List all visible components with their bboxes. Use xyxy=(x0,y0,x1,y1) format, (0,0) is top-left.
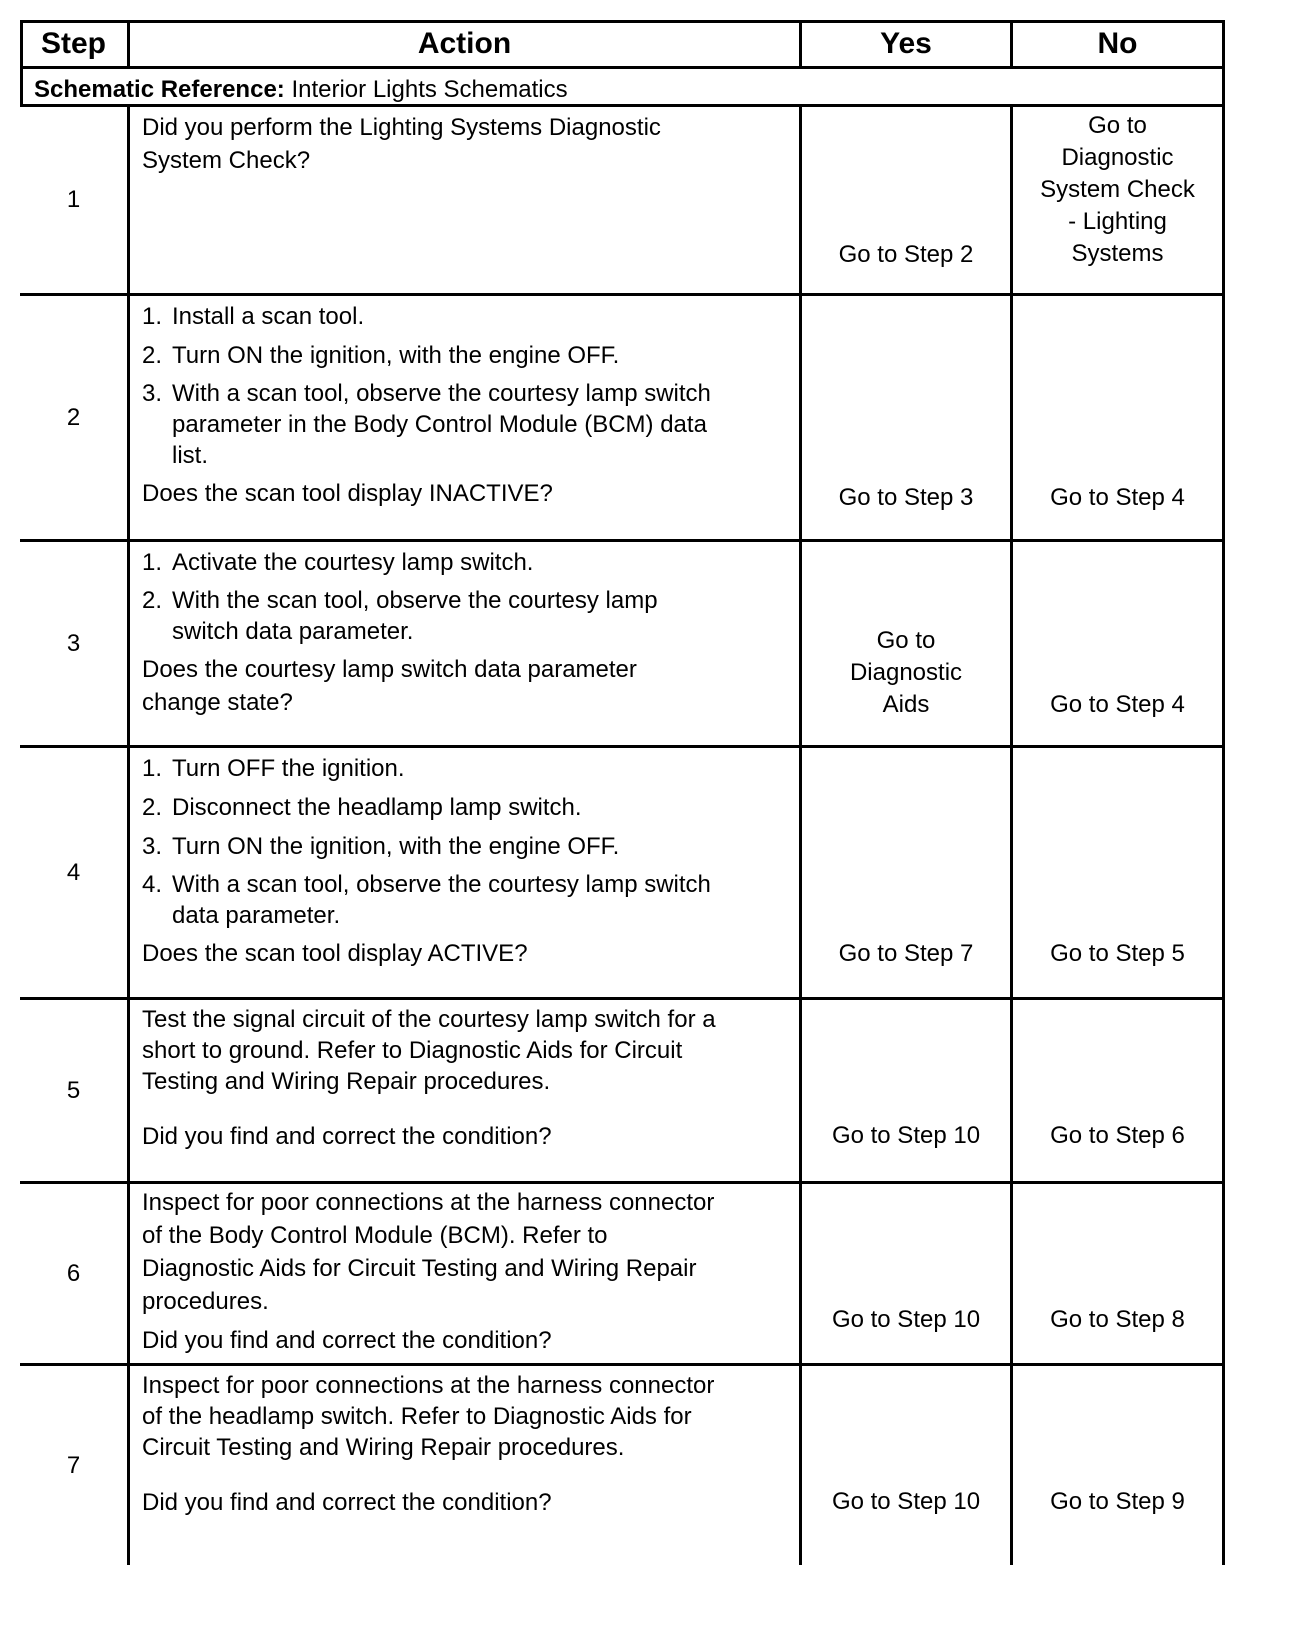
step-number: 1 xyxy=(66,186,81,213)
action-cell xyxy=(142,546,822,719)
action-cell xyxy=(142,1004,822,1152)
schematic-reference-label: Schematic Reference: xyxy=(34,76,285,103)
schematic-reference xyxy=(34,76,568,104)
item-text: With a scan tool, observe the courtesy lamp switch parameter in the Body Control Module (BCM) data list. xyxy=(172,380,711,469)
action-step-item xyxy=(142,830,822,863)
action-step-item xyxy=(142,752,822,785)
header-yes: Yes xyxy=(880,27,932,60)
no-cell: Go to Step 5 xyxy=(1050,940,1185,967)
no-cell: Go to Step 6 xyxy=(1050,1122,1185,1149)
item-number: 1. xyxy=(142,755,163,782)
item-text: Turn OFF the ignition. xyxy=(172,755,405,782)
yes-cell: Go to Step 10 xyxy=(831,1488,981,1515)
item-text: Install a scan tool. xyxy=(172,303,365,330)
yes-cell: Go to Step 10 xyxy=(831,1306,981,1333)
action-cell xyxy=(142,1370,822,1518)
table-row-step-7 xyxy=(20,1366,1262,1565)
item-text: Turn ON the ignition, with the engine OFF. xyxy=(172,833,620,860)
action-cell xyxy=(142,300,822,510)
action-step-item xyxy=(142,300,822,333)
step-number: 6 xyxy=(66,1259,81,1287)
action-cell xyxy=(142,752,822,970)
action-question: Did you perform the Lighting Systems Diagnostic System Check? xyxy=(142,114,661,174)
yes-cell: Go to Diagnostic Aids xyxy=(849,627,963,718)
table-row-step-2 xyxy=(20,296,1262,539)
item-number: 2. xyxy=(142,587,163,614)
action-step-item xyxy=(142,378,822,471)
item-text: Disconnect the headlamp lamp switch. xyxy=(172,794,582,821)
table-row-step-5 xyxy=(20,1000,1262,1181)
table-row-step-1 xyxy=(20,107,1262,293)
no-cell: Go to Diagnostic System Check - Lighting Systems xyxy=(1040,112,1195,267)
diagnostic-table xyxy=(20,20,1262,1612)
no-cell: Go to Step 9 xyxy=(1050,1488,1185,1515)
action-step-item xyxy=(142,869,822,931)
action-cell xyxy=(142,1186,822,1357)
action-question: Does the scan tool display INACTIVE? xyxy=(142,480,553,507)
step-number: 7 xyxy=(66,1451,81,1479)
item-number: 2. xyxy=(142,794,163,821)
action-step-item xyxy=(142,546,822,579)
action-question: Did you find and correct the condition? xyxy=(142,1489,552,1516)
header-step: Step xyxy=(40,27,106,60)
item-number: 1. xyxy=(142,549,163,576)
step-number: 4 xyxy=(66,858,81,886)
action-text: Inspect for poor connections at the harness connector of the headlamp switch. Refer to Diagnostic Aids for Circuit Testing and Wiring Repair procedures. xyxy=(142,1372,715,1461)
table-row-step-4 xyxy=(20,748,1262,997)
item-text: With a scan tool, observe the courtesy lamp switch data parameter. xyxy=(172,871,711,929)
item-number: 3. xyxy=(142,380,163,407)
action-question: Does the courtesy lamp switch data parameter change state? xyxy=(142,656,637,716)
no-cell: Go to Step 8 xyxy=(1050,1306,1185,1333)
yes-cell: Go to Step 3 xyxy=(838,484,974,511)
yes-cell: Go to Step 2 xyxy=(838,241,974,268)
item-text: Activate the courtesy lamp switch. xyxy=(172,549,534,576)
item-number: 1. xyxy=(142,303,163,330)
item-text: With the scan tool, observe the courtesy lamp switch data parameter. xyxy=(172,587,658,645)
item-number: 2. xyxy=(142,342,163,369)
action-step-item xyxy=(142,339,822,372)
action-step-item xyxy=(142,585,822,647)
schematic-reference-value: Interior Lights Schematics xyxy=(291,76,568,103)
yes-cell: Go to Step 10 xyxy=(831,1122,981,1149)
step-number: 2 xyxy=(66,403,81,431)
item-text: Turn ON the ignition, with the engine OFF. xyxy=(172,342,620,369)
action-cell xyxy=(142,111,822,177)
action-step-item xyxy=(142,791,822,824)
table-row-step-3 xyxy=(20,542,1262,745)
header-action: Action xyxy=(417,27,512,60)
action-question: Did you find and correct the condition? xyxy=(142,1327,552,1354)
item-number: 4. xyxy=(142,871,163,898)
step-number: 5 xyxy=(66,1076,81,1104)
yes-cell: Go to Step 7 xyxy=(838,940,974,967)
action-text: Test the signal circuit of the courtesy lamp switch for a short to ground. Refer to Diagnostic Aids for Circuit Testing and Wiring Repair procedures. xyxy=(142,1006,716,1095)
no-cell: Go to Step 4 xyxy=(1050,484,1185,511)
action-text: Inspect for poor connections at the harness connector of the Body Control Module (BCM). Refer to Diagnostic Aids for Circuit Testing and Wiring Repair procedures. xyxy=(142,1189,715,1315)
header-no: No xyxy=(1097,27,1138,60)
step-number: 3 xyxy=(66,629,81,657)
no-cell: Go to Step 4 xyxy=(1050,691,1185,718)
item-number: 3. xyxy=(142,833,163,860)
table-row-step-6 xyxy=(20,1184,1262,1363)
action-question: Did you find and correct the condition? xyxy=(142,1123,552,1150)
action-question: Does the scan tool display ACTIVE? xyxy=(142,940,528,967)
